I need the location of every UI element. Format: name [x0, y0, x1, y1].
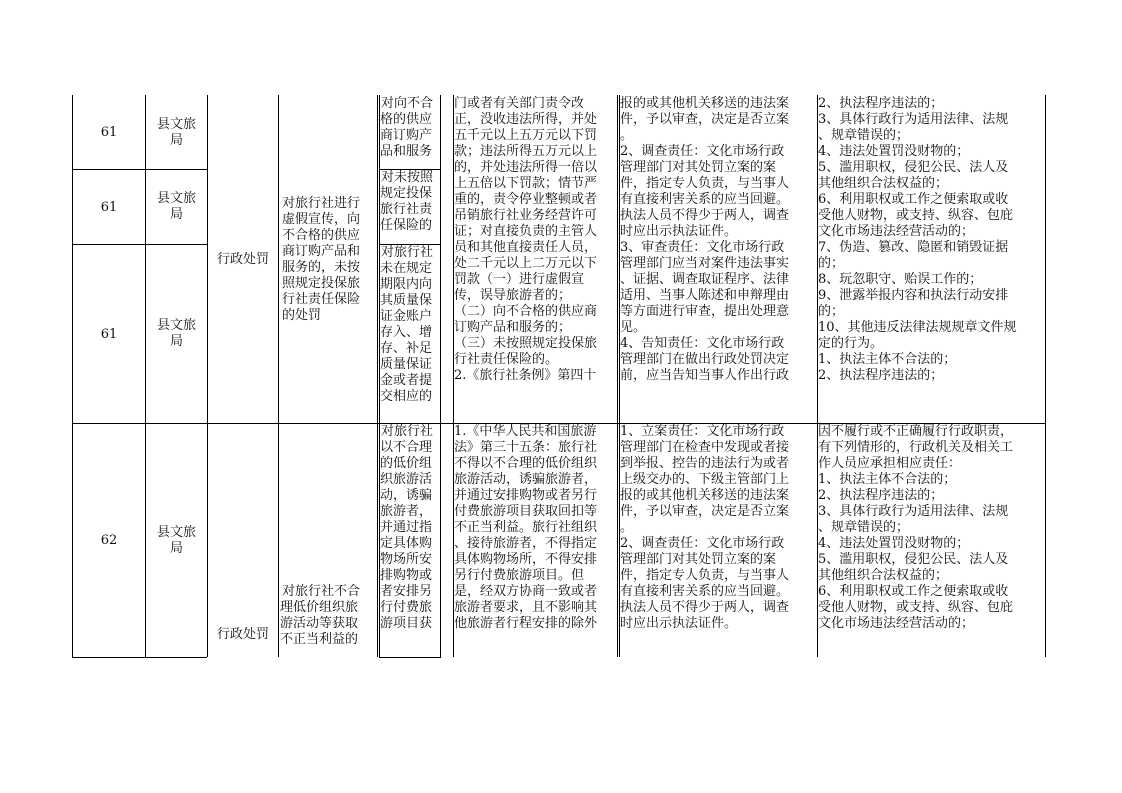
responsibility-cell [620, 96, 817, 423]
row-number: 62 [100, 533, 118, 548]
penalty-item: 对旅行社不合 理低价组织旅 游活动等获取 不正当利益的 [280, 584, 361, 647]
sub-item: 对旅行社 未在规定 期限内向 其质量保 证金账户 存入、增 存、补足 质量保证 金或者提 交相应的 [380, 245, 434, 404]
department-cell [146, 96, 207, 169]
table-column-divider [377, 95, 378, 657]
sub-item: 对旅行社 以不合理 的低价组 织旅游活 动，诱骗 旅游者， 并通过指 定具体购 物场所安 排购物或 者安排另 行付费旅 游项目获 [380, 424, 434, 631]
row-number-cell [73, 424, 145, 657]
department: 县文旅 局 [156, 116, 196, 148]
penalty-type: 行政处罚 [216, 251, 269, 267]
table-column-divider [278, 95, 279, 657]
department: 县文旅 局 [156, 318, 196, 349]
sub-item: 对未按照 规定投保 旅行社责 任保险的 [380, 170, 434, 233]
sub-item-cell [380, 424, 440, 657]
sub-item: 对向不合 格的供应 商订购产 品和服务 [380, 96, 434, 159]
responsibility-cell [620, 424, 817, 657]
row-divider [379, 657, 441, 658]
row-number: 61 [100, 125, 118, 140]
row-number-cell [73, 170, 145, 244]
department-cell [146, 170, 207, 244]
accountability-cell [818, 96, 1045, 423]
row-number: 61 [100, 199, 118, 215]
item-cell [280, 96, 377, 423]
legal-basis: 1.《中华人民共和国旅游 法》第三十五条：旅行社 不得以不合理的低价组织 旅游活动，诱骗旅游者， 并通过安排购物或者另行 付费旅游项目获取回扣等 不正当利益。旅行社组织 、接待旅游者，不得指定 具体购物场所，不得安排 另行付费旅游项目。但 是，经双方协商一致或者 旅游者要求，且不影响其 他旅游者行程安排的除外 [454, 424, 598, 631]
row-number-cell [73, 245, 145, 423]
row-number-cell [73, 96, 145, 169]
responsibility-text: 报的或其他机关移送的违法案 件，予以审查，决定是否立案 。 2、调查责任：文化市场行政 管理部门对其处罚立案的案 件，指定专人负责，与当事人 有直接利害关系的应当回避。 执法人员不得少于两人，调查 时应出示执法证件。 3、审查责任：文化市场行政 管理部门应当对案件违法事实 、证据、调查取证程序、法律 适用、当事人陈述和申辩理由 等方面进行审查，提出处理意 见。 4、告知责任：文化市场行政 管理部门在做出行政处罚决定 前，应当告知当事人作出行政 [620, 96, 790, 383]
department: 县文旅 局 [156, 191, 196, 222]
basis-cell [454, 96, 617, 423]
row-divider [72, 657, 207, 658]
item-cell [280, 584, 377, 657]
penalty-item: 对旅行社进行 虚假宣传，向 不合格的供应 商订购产品和 服务的，未按 照规定投保旅 行社责任保险 的处罚 [282, 195, 361, 323]
row-number: 61 [100, 326, 118, 342]
type-cell [208, 620, 278, 650]
table-column-divider [440, 95, 441, 657]
table-column-divider [617, 95, 618, 657]
accountability-text: 因不履行或不正确履行行政职责， 有下列情形的，行政机关及相关工 作人员应承担相应责任： 1、执法主体不合法的； 2、执法程序违法的； 3、具体行政行为适用法律、法规 、规章错误的； 4、违法处置罚没财物的； 5、滥用职权，侵犯公民、法人及 其他组织合法权益的； 6、利用职权或工作之便索取或收 受他人财物，或支持、纵容、包庇 文化市场违法经营活动的； [818, 424, 1014, 631]
type-cell [208, 96, 278, 423]
accountability-text: 2、执法程序违法的； 3、具体行政行为适用法律、法规 、规章错误的； 4、违法处置罚没财物的； 5、滥用职权，侵犯公民、法人及 其他组织合法权益的； 6、利用职权或工作之便索取或收 受他人财物，或支持、纵容、包庇 文化市场违法经营活动的； 7、伪造、篡改、隐匿和销毁证据 的； 8、玩忽职守、贻误工作的； 9、泄露举报内容和执法行动安排 的； 10、其他违反法律法规规章文件规 定的行为。 1、执法主体不合法的； 2、执法程序违法的； [818, 96, 1017, 383]
sub-item-cell [380, 170, 440, 244]
accountability-cell [818, 424, 1045, 657]
sub-item-cell [380, 96, 440, 169]
responsibility-text: 1、立案责任：文化市场行政 管理部门在检查中发现或者接 到举报、控告的违法行为或者 上级交办的、下级主管部门上 报的或其他机关移送的违法案 件，予以审查，决定是否立案 。 2、调查责任：文化市场行政 管理部门对其处罚立案的案 件，指定专人负责，与当事人 有直接利害关系的应当回避。 执法人员不得少于两人，调查 时应出示执法证件。 [620, 424, 790, 631]
department-cell [146, 424, 207, 657]
basis-cell [454, 424, 617, 657]
penalty-type: 行政处罚 [216, 627, 269, 642]
department-cell [146, 245, 207, 423]
legal-basis: 门或者有关部门责令改 正，没收违法所得，并处 五千元以上五万元以下罚 款；违法所得五万元以上 的，并处违法所得一倍以 上五倍以下罚款；情节严 重的，责令停业整顿或者 吊销旅行社业务经营许可 证；对直接负责的主管人 员和其他直接责任人员， 处二千元以上二万元以下 罚款（一）进行虚假宣 传，误导旅游者的； （二）向不合格的供应商 订购产品和服务的； （三）未按照规定投保旅 行社责任保险的。 2.《旅行社条例》第四十 [454, 96, 598, 383]
department: 县文旅 局 [156, 524, 196, 556]
table-border-right [1045, 95, 1046, 657]
sub-item-cell [380, 245, 440, 423]
